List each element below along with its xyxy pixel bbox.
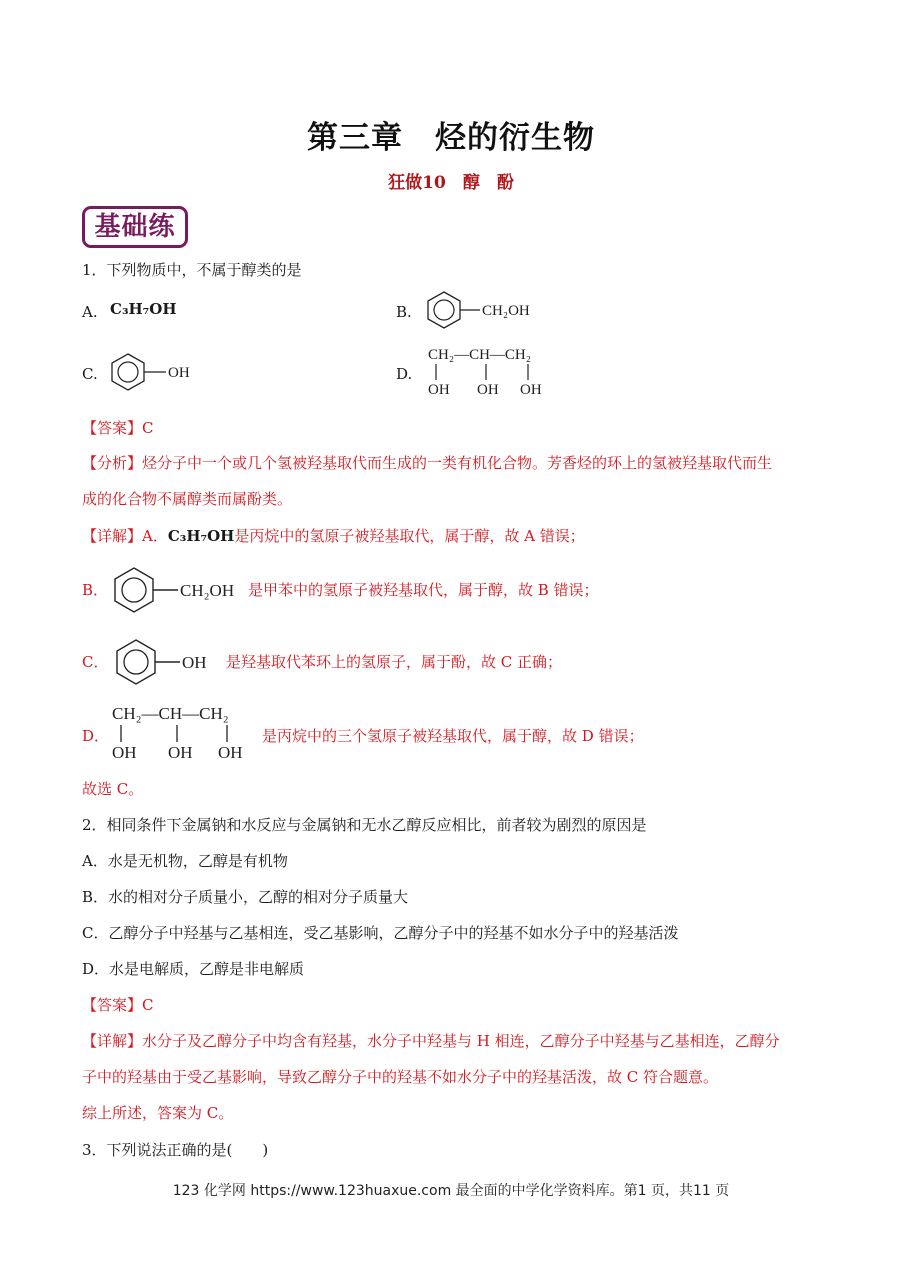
glycerol-structure — [424, 342, 564, 400]
q1-answer-line — [82, 418, 154, 438]
detail-d-text: 是丙烷中的三个氢原子被羟基取代，属于醇，故 D 错误； — [262, 727, 644, 745]
glycerol-chain-label: CH₂—CH—CH₂ — [428, 347, 531, 363]
q1-option-b-label: B. — [396, 303, 412, 321]
q1-conclusion: 故选 C。 — [82, 780, 144, 798]
q2-option-d: D．水是电解质，乙醇是非电解质 — [82, 960, 305, 978]
q1-analysis-line-2: 成的化合物不属醇类而属酚类。 — [82, 490, 293, 508]
analysis-text-1: 烃分子中一个或几个氢被羟基取代而生成的一类有机化合物。芳香烃的环上的氢被羟基取代而生 — [142, 454, 773, 472]
glycerol-oh-1: OH — [428, 382, 450, 398]
detail-c-label: C． — [82, 653, 109, 671]
detail-glycerol-oh-2: OH — [168, 743, 193, 762]
q2-detail-line-1 — [82, 1031, 780, 1051]
phenol-structure — [104, 350, 204, 396]
q2-stem: 2．相同条件下金属钠和水反应与金属钠和无水乙醇反应相比，前者较为剧烈的原因是 — [82, 816, 647, 834]
q1-option-c-label: C. — [82, 365, 98, 383]
detail-b-text: 是甲苯中的氢原子被羟基取代，属于醇，故 B 错误； — [248, 581, 599, 599]
q2-option-b: B．水的相对分子质量小，乙醇的相对分子质量大 — [82, 888, 409, 906]
q3-stem: 3．下列说法正确的是( ) — [82, 1141, 269, 1159]
detail-phenol-group: OH — [182, 653, 207, 672]
detail-glycerol-oh-1: OH — [112, 743, 137, 762]
detail-benzyl-group: CH₂OH — [180, 581, 235, 600]
detail-a-label: A． — [142, 527, 168, 545]
answer-tag: 【答案】 — [82, 419, 143, 437]
detail-c-text: 是羟基取代苯环上的氢原子，属于酚，故 C 正确； — [226, 653, 563, 671]
page-title: 第三章 烃的衍生物 — [307, 120, 595, 156]
q2-detail-text-1: 水分子及乙醇分子中均含有羟基，水分子中羟基与 H 相连，乙醇分子中羟基与乙基相连，乙醇分 — [142, 1032, 780, 1050]
page-subtitle: 狂做10 醇 酚 — [388, 173, 514, 193]
q2-detail-line-2: 子中的羟基由于受乙基影响，导致乙醇分子中的羟基不如水分子中的羟基活泼，故 C 符合题意。 — [82, 1068, 719, 1086]
q2-detail-tag: 【详解】 — [82, 1032, 143, 1050]
glycerol-oh-2: OH — [477, 382, 499, 398]
q1-option-d-label: D. — [396, 365, 413, 383]
q2-summary: 综上所述，答案为 C。 — [82, 1104, 234, 1122]
q1-option-a-formula: C₃H₇OH — [110, 300, 177, 318]
detail-d-label: D． — [82, 727, 110, 745]
q2-option-c: C．乙醇分子中羟基与乙基相连，受乙基影响，乙醇分子中的羟基不如水分子中的羟基活泼 — [82, 924, 679, 942]
section-badge: 基础练 — [82, 206, 188, 248]
detail-phenol-structure — [108, 636, 224, 688]
q2-answer-tag: 【答案】 — [82, 996, 143, 1014]
q1-analysis-line-1 — [82, 453, 772, 473]
answer-value: C — [142, 419, 154, 437]
q2-answer-value: C — [142, 996, 154, 1014]
detail-b-label: B． — [82, 581, 109, 599]
analysis-tag: 【分析】 — [82, 454, 143, 472]
page-footer: 123 化学网 https://www.123huaxue.com 最全面的中学化学资料库。第1 页，共11 页 — [172, 1183, 730, 1199]
glycerol-oh-3: OH — [520, 382, 542, 398]
q2-option-a: A．水是无机物，乙醇是有机物 — [82, 852, 288, 870]
q1-detail-a — [82, 526, 585, 546]
detail-glycerol-oh-3: OH — [218, 743, 243, 762]
q1-option-a-label: A. — [82, 303, 98, 321]
q1-stem: 1．下列物质中，不属于醇类的是 — [82, 261, 302, 279]
phenol-group-label: OH — [168, 365, 190, 381]
detail-glycerol-chain: CH₂—CH—CH₂ — [112, 704, 229, 723]
detail-benzyl-structure — [106, 564, 248, 616]
detail-a-text: 是丙烷中的氢原子被羟基取代，属于醇，故 A 错误； — [234, 527, 585, 545]
benzyl-group-label: CH₂OH — [482, 303, 530, 319]
detail-tag: 【详解】 — [82, 527, 143, 545]
detail-a-formula: C₃H₇OH — [167, 527, 235, 545]
q2-answer-line — [82, 995, 154, 1015]
detail-glycerol-structure — [108, 700, 264, 764]
benzyl-alcohol-structure — [420, 288, 540, 332]
